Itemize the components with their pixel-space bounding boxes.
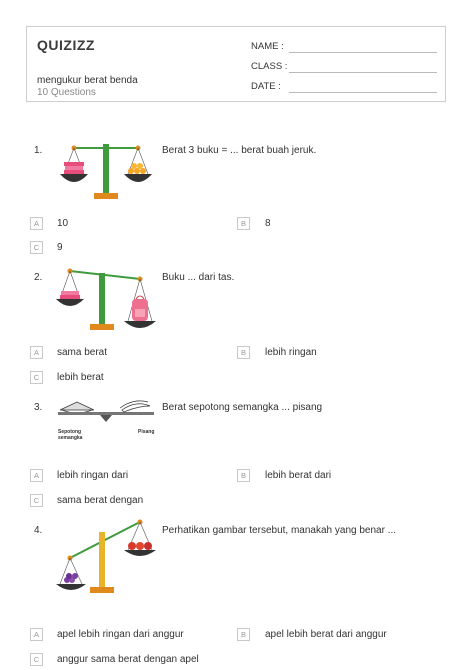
question-2-text: Buku ... dari tas. <box>162 272 235 283</box>
question-3-number: 3. <box>34 402 43 413</box>
name-label: NAME : <box>251 41 284 52</box>
question-count: 10 Questions <box>37 87 96 98</box>
question-4-number: 4. <box>34 525 43 536</box>
q2-option-a-letter[interactable]: A <box>30 346 43 359</box>
q3-option-a-letter[interactable]: A <box>30 469 43 482</box>
question-4-text: Perhatikan gambar tersebut, manakah yang benar ... <box>162 525 397 536</box>
q2-option-a[interactable]: sama berat <box>57 347 108 358</box>
name-field[interactable] <box>289 52 437 53</box>
q3-option-b-letter[interactable]: B <box>237 469 250 482</box>
class-label: CLASS : <box>251 61 288 72</box>
balance-scale-books-oranges-image <box>56 140 156 202</box>
q2-option-b-letter[interactable]: B <box>237 346 250 359</box>
q1-option-c-letter[interactable]: C <box>30 241 43 254</box>
watermelon-label-2: semangka <box>58 435 83 441</box>
question-2-number: 2. <box>34 272 43 283</box>
banana-label: Pisang <box>138 429 155 435</box>
question-1-number: 1. <box>34 145 43 156</box>
worksheet-header <box>26 26 446 102</box>
q4-option-b-letter[interactable]: B <box>237 628 250 641</box>
worksheet-title: mengukur berat benda <box>37 75 138 86</box>
q3-option-b[interactable]: lebih berat dari <box>265 470 332 481</box>
quizizz-logo: QUIZIZZ <box>37 37 95 53</box>
q3-option-c[interactable]: sama berat dengan <box>57 495 144 506</box>
q2-option-c-letter[interactable]: C <box>30 371 43 384</box>
q1-option-c[interactable]: 9 <box>57 242 63 253</box>
q1-option-a[interactable]: 10 <box>57 218 69 229</box>
question-1-text: Berat 3 buku = ... berat buah jeruk. <box>162 145 317 156</box>
q2-option-b[interactable]: lebih ringan <box>265 347 317 358</box>
balance-scale-apple-grape-image <box>56 518 156 598</box>
q4-option-a[interactable]: apel lebih ringan dari anggur <box>57 629 184 640</box>
balance-scale-watermelon-banana-image <box>56 398 156 444</box>
q1-option-b-letter[interactable]: B <box>237 217 250 230</box>
q3-option-a[interactable]: lebih ringan dari <box>57 470 129 481</box>
class-field[interactable] <box>289 72 437 73</box>
q4-option-c-letter[interactable]: C <box>30 653 43 666</box>
question-3-text: Berat sepotong semangka ... pisang <box>162 402 323 413</box>
date-label: DATE : <box>251 81 281 92</box>
q4-option-b[interactable]: apel lebih berat dari anggur <box>265 629 387 640</box>
q2-option-c[interactable]: lebih berat <box>57 372 104 383</box>
q4-option-a-letter[interactable]: A <box>30 628 43 641</box>
date-field[interactable] <box>289 92 437 93</box>
q3-option-c-letter[interactable]: C <box>30 494 43 507</box>
q1-option-a-letter[interactable]: A <box>30 217 43 230</box>
watermelon-label: Sepotong <box>58 429 82 435</box>
q1-option-b[interactable]: 8 <box>265 218 271 229</box>
q4-option-c[interactable]: anggur sama berat dengan apel <box>57 654 199 665</box>
balance-scale-book-bag-image <box>56 265 156 333</box>
